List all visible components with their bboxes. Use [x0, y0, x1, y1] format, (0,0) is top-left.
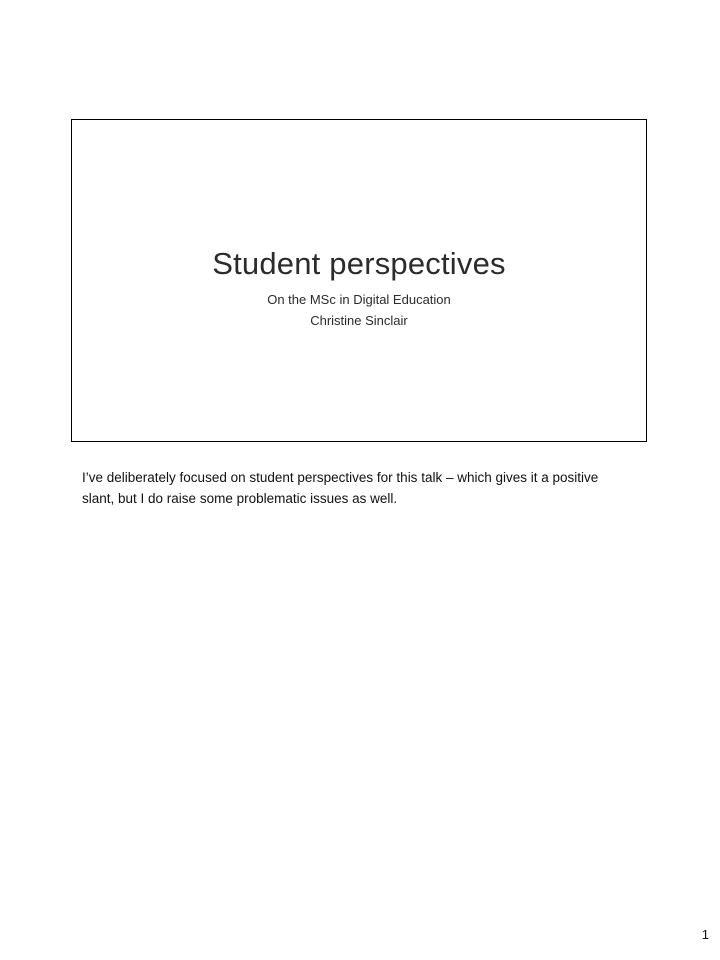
slide-title: Student perspectives: [212, 246, 506, 281]
slide-thumbnail: [71, 119, 647, 442]
slide-author: Christine Sinclair: [310, 313, 408, 328]
page-number: 1: [701, 927, 709, 942]
speaker-notes: I’ve deliberately focused on student perspectives for this talk – which gives it a positive slant, but I do raise some problematic issues as well.: [82, 470, 599, 506]
slide-subtitle: On the MSc in Digital Education: [267, 292, 451, 307]
